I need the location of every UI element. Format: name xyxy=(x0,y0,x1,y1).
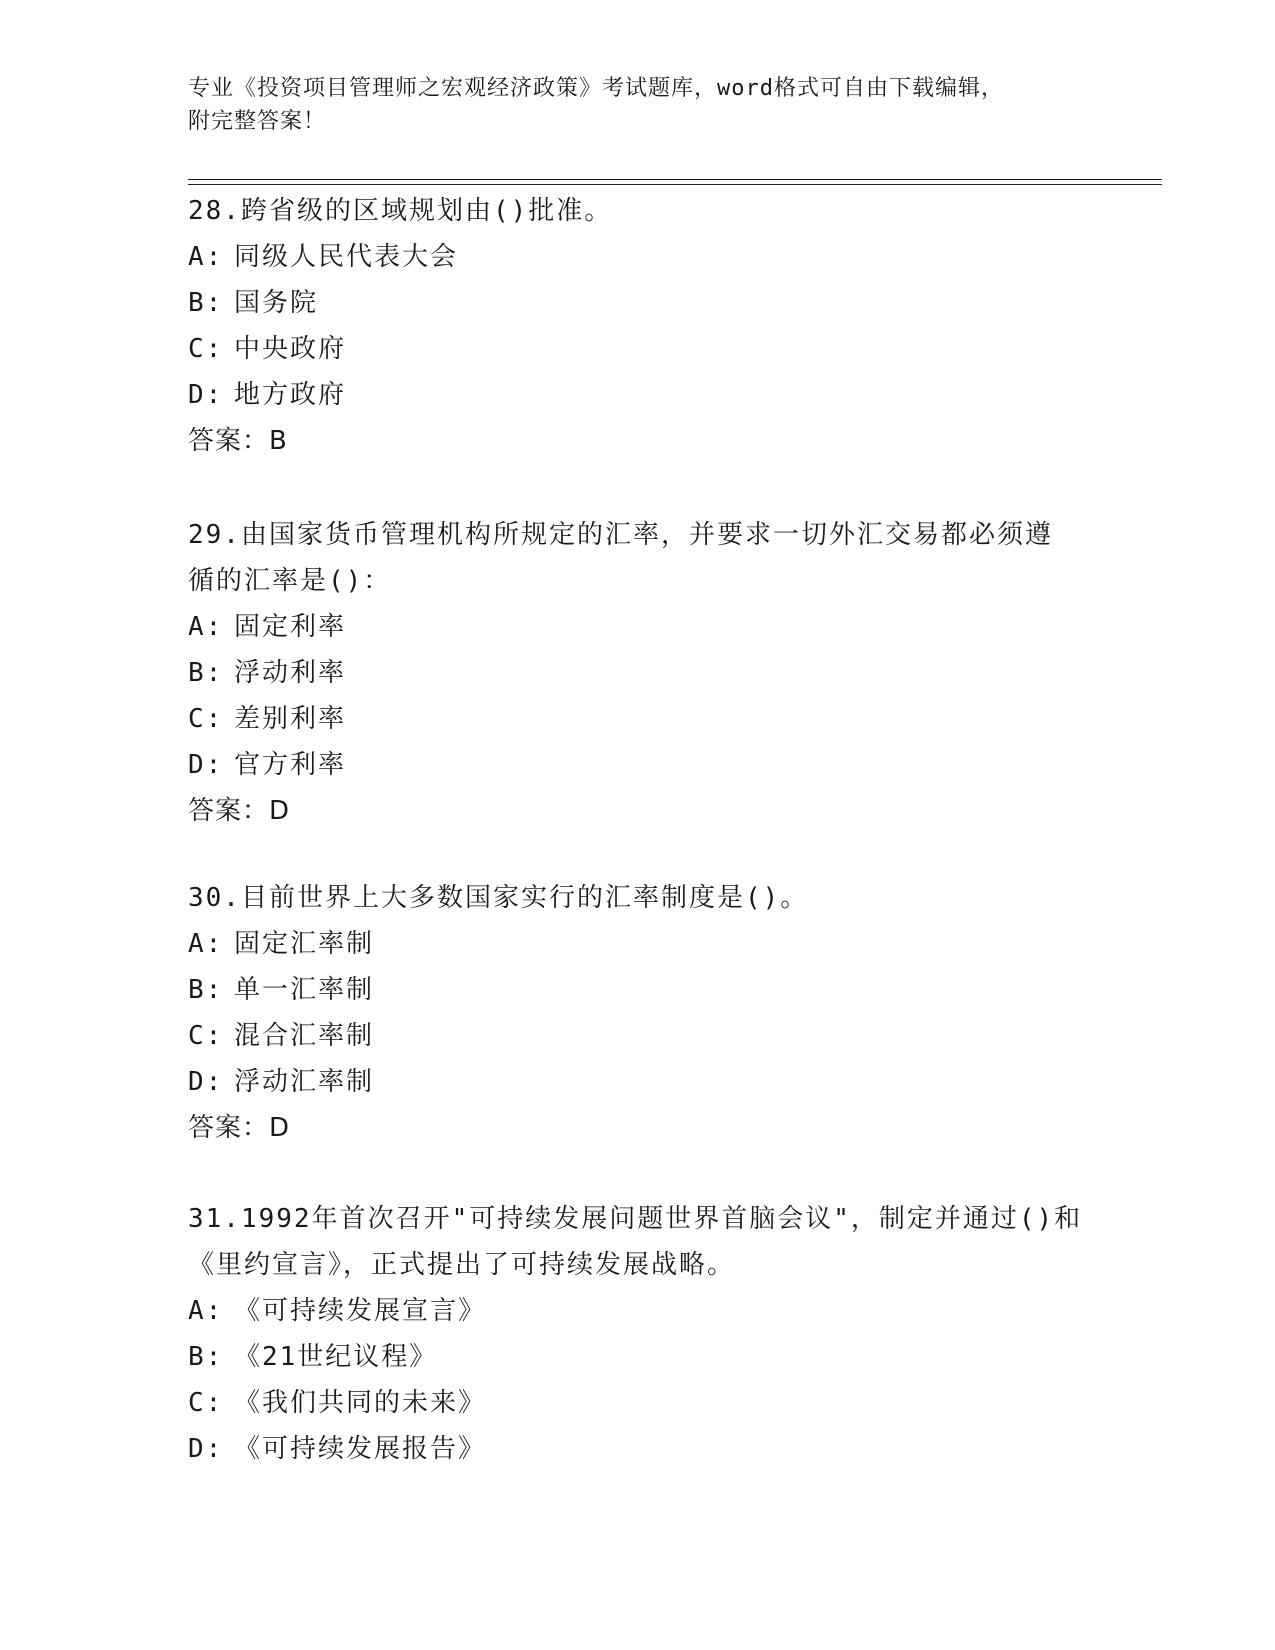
option-letter: C: xyxy=(188,704,224,734)
option-letter: B: xyxy=(188,1342,224,1372)
option-letter: C: xyxy=(188,334,224,364)
option-d xyxy=(188,742,1088,788)
option-b xyxy=(188,967,1088,1013)
option-text: 《可持续发展报告》 xyxy=(234,1434,487,1464)
option-d xyxy=(188,1059,1088,1105)
question-30 xyxy=(188,875,1088,1151)
option-text: 《我们共同的未来》 xyxy=(234,1388,487,1418)
option-text: 差别利率 xyxy=(234,704,347,734)
option-letter: B: xyxy=(188,658,224,688)
answer-label: 答案：B xyxy=(188,426,288,456)
option-b xyxy=(188,1334,1088,1380)
option-letter: C: xyxy=(188,1388,224,1418)
option-text: 国务院 xyxy=(234,288,319,318)
option-a xyxy=(188,604,1088,650)
answer-label: 答案：D xyxy=(188,796,291,826)
option-letter: B: xyxy=(188,975,224,1005)
option-a xyxy=(188,921,1088,967)
option-c xyxy=(188,326,1088,372)
question-stem-line-2: 《里约宣言》，正式提出了可持续发展战略。 xyxy=(188,1250,736,1280)
option-text: 混合汇率制 xyxy=(234,1021,375,1051)
option-letter: A: xyxy=(188,242,224,272)
option-letter: A: xyxy=(188,1296,224,1326)
option-c xyxy=(188,1013,1088,1059)
option-text: 《21世纪议程》 xyxy=(234,1342,438,1372)
option-d xyxy=(188,1426,1088,1472)
option-text: 固定汇率制 xyxy=(234,929,375,959)
option-text: 中央政府 xyxy=(234,334,347,364)
option-letter: C: xyxy=(188,1021,224,1051)
option-c xyxy=(188,1380,1088,1426)
option-a xyxy=(188,234,1088,280)
option-b xyxy=(188,650,1088,696)
question-stem-line-1: 29.由国家货币管理机构所规定的汇率，并要求一切外汇交易都必须遵 xyxy=(188,520,1053,550)
option-a xyxy=(188,1288,1088,1334)
option-letter: A: xyxy=(188,929,224,959)
option-letter: D: xyxy=(188,380,224,410)
option-text: 浮动汇率制 xyxy=(234,1067,375,1097)
question-stem: 28.跨省级的区域规划由()批准。 xyxy=(188,196,613,226)
option-c xyxy=(188,696,1088,742)
question-stem: 30.目前世界上大多数国家实行的汇率制度是()。 xyxy=(188,883,809,913)
answer-label: 答案：D xyxy=(188,1113,291,1143)
option-text: 同级人民代表大会 xyxy=(234,242,459,272)
option-text: 官方利率 xyxy=(234,750,347,780)
header-divider-top xyxy=(188,179,1162,180)
question-stem-line-1: 31.1992年首次召开"可持续发展问题世界首脑会议"，制定并通过()和 xyxy=(188,1204,1083,1234)
question-31 xyxy=(188,1196,1088,1472)
option-letter: B: xyxy=(188,288,224,318)
header-line-2: 附完整答案！ xyxy=(188,109,327,134)
option-text: 浮动利率 xyxy=(234,658,347,688)
option-text: 单一汇率制 xyxy=(234,975,375,1005)
option-text: 固定利率 xyxy=(234,612,347,642)
option-text: 《可持续发展宣言》 xyxy=(234,1296,487,1326)
option-letter: A: xyxy=(188,612,224,642)
document-header xyxy=(188,72,1088,138)
question-28 xyxy=(188,188,1088,464)
question-29 xyxy=(188,512,1088,834)
option-letter: D: xyxy=(188,1067,224,1097)
option-letter: D: xyxy=(188,1434,224,1464)
header-divider-bottom xyxy=(188,184,1162,185)
option-letter: D: xyxy=(188,750,224,780)
option-text: 地方政府 xyxy=(234,380,347,410)
option-b xyxy=(188,280,1088,326)
option-d xyxy=(188,372,1088,418)
header-line-1: 专业《投资项目管理师之宏观经济政策》考试题库，word格式可自由下载编辑， xyxy=(188,76,1004,101)
question-stem-line-2: 循的汇率是()： xyxy=(188,566,392,596)
